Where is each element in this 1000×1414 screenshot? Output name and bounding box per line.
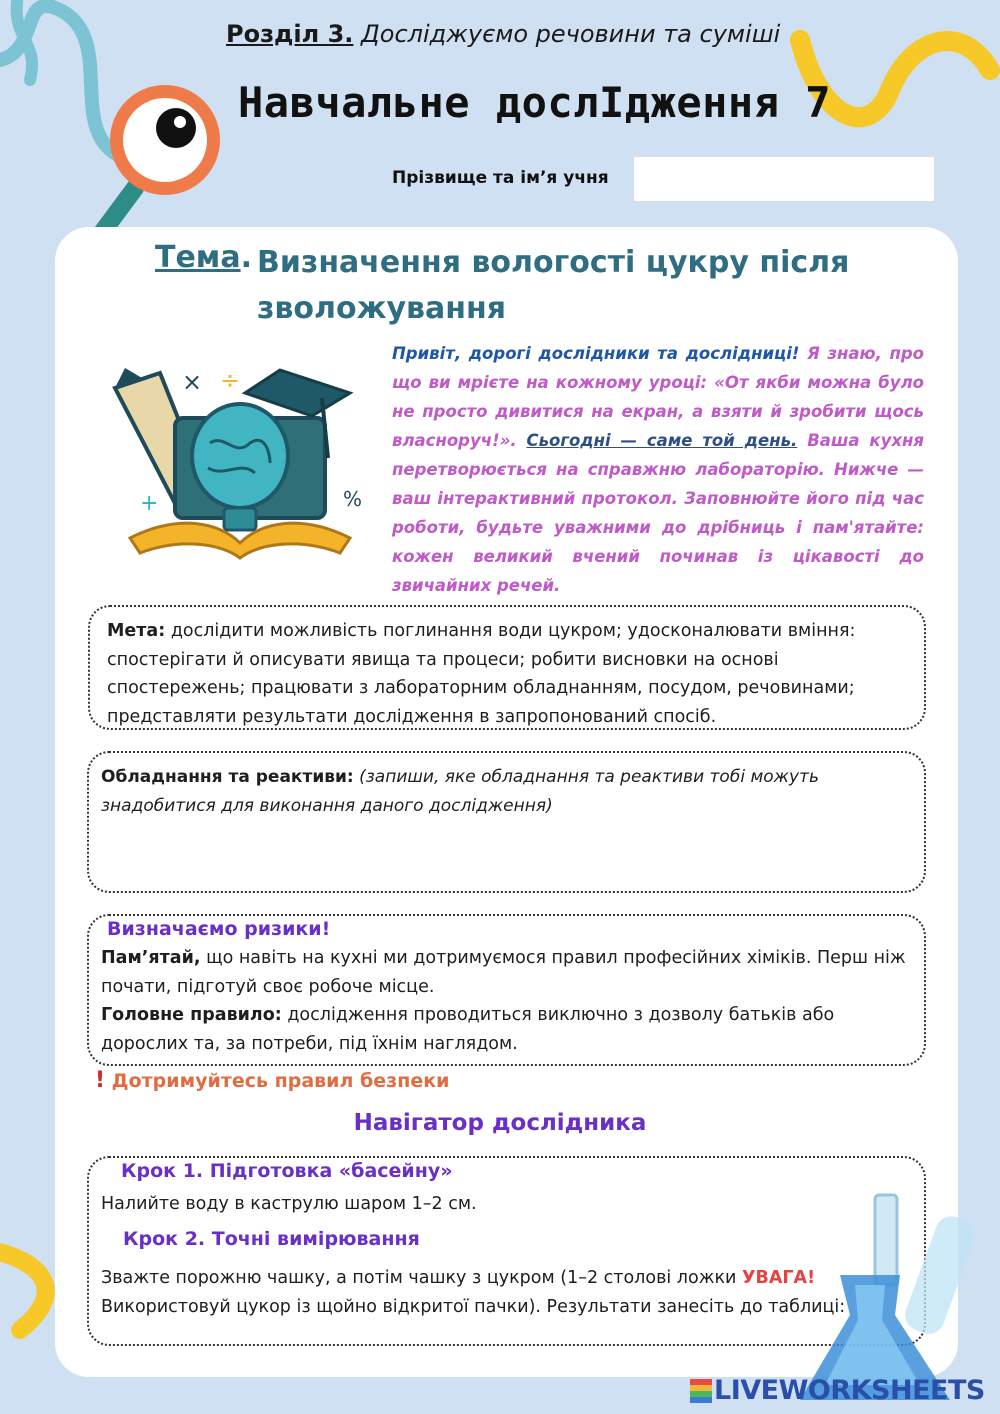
remember-text: що навіть на кухні ми дотримуємося правил професійних хіміків. Перш ніж почати, підготуй своє робоче місце.: [101, 948, 906, 997]
risks-content: [101, 944, 916, 1058]
step2-text-b: Використовуй цукор із щойно відкритої пачки). Результати занесіть до таблиці:: [101, 1296, 846, 1317]
topic-label: Тема: [155, 240, 241, 275]
svg-text:÷: ÷: [220, 366, 241, 394]
goal-text: дослідити можливість поглинання води цукром; удосконалювати вміння: спостерігати й описувати явища та процеси; робити висновки на основі спостережень; працювати з лабораторним обладнанням, посудом, речовинами; представляти результати дослідження в запропонований спосіб.: [107, 621, 856, 727]
equipment-label: Обладнання та реактиви:: [101, 767, 354, 787]
equipment-answer-area[interactable]: [101, 823, 911, 883]
page-title: Навчальне дослIдження 7: [238, 78, 832, 127]
logo-text: LIVEWORKSHEETS: [714, 1375, 985, 1406]
intro-text: [392, 339, 924, 600]
navigator-title: Навігатор дослідника: [353, 1110, 647, 1136]
svg-text:%: %: [343, 487, 363, 511]
remember-label: Пам’ятай,: [101, 948, 201, 968]
liveworksheets-logo: [690, 1374, 985, 1406]
step1-title: Крок 1. Підготовка «басейну»: [121, 1160, 453, 1182]
equipment-content: [101, 763, 911, 820]
risks-box: [87, 914, 926, 1066]
goal-box: [88, 605, 926, 730]
section-label: Розділ 3.: [226, 20, 354, 48]
rule-label: Головне правило:: [101, 1005, 282, 1025]
equipment-hint: (запиши, яке обладнання та реактиви тобі можуть знадобитися для виконання даного дослідження): [101, 767, 819, 816]
intro-text-2: Ваша кухня перетворюється на справжню лабораторію. Нижче — ваш інтерактивний протокол. Заповнюйте його під час роботи, будьте уважними до дрібниць і пам'ятайте: кожен великий вчений починав із цікавості до звичайних речей.: [392, 431, 925, 595]
step2-content: [101, 1264, 916, 1321]
step2-title: Крок 2. Точні вимірювання: [123, 1228, 420, 1250]
intro-text-1: Я знаю, про що ви мрієте на кожному уроці: «От якби можна було не просто дивитися на екран, а взяти й зробити щось власноруч!».: [392, 344, 925, 450]
goal-content: [107, 617, 912, 731]
equipment-box: [87, 751, 926, 893]
goal-label: Мета:: [107, 621, 166, 641]
topic-label-wrap: Тема.: [155, 240, 252, 275]
intro-greeting: Привіт, дорогі дослідники та дослідниці!: [392, 344, 800, 363]
exclamation-icon: !: [95, 1068, 106, 1093]
rule-text: дослідження проводиться виключно з дозволу батьків або дорослих та, за потреби, під їхнім наглядом.: [101, 1005, 835, 1054]
intro-today: Сьогодні — саме той день.: [526, 431, 798, 450]
topic-title: Визначення вологості цукру після зволожування: [257, 245, 850, 326]
svg-text:+: +: [140, 491, 159, 516]
section-title: Досліджуємо речовини та суміші: [361, 20, 781, 48]
step2-text-a: Зважте порожню чашку, а потім чашку з цукром (1–2 столові ложки: [101, 1268, 737, 1288]
student-name-input[interactable]: [634, 157, 934, 201]
section-heading: [226, 20, 780, 48]
safety-warning: [95, 1068, 449, 1093]
brain-book-illustration: [100, 348, 380, 578]
risks-title: Визначаємо ризики!: [107, 918, 331, 940]
svg-text:×: ×: [182, 368, 203, 396]
step2-warning: УВАГА!: [742, 1268, 816, 1288]
step1-text: Налийте воду в каструлю шаром 1–2 см.: [101, 1194, 477, 1214]
safety-text: Дотримуйтесь правил безпеки: [111, 1070, 450, 1092]
student-name-label: Прізвище та ім’я учня: [392, 168, 609, 188]
logo-badge: [690, 1379, 712, 1403]
